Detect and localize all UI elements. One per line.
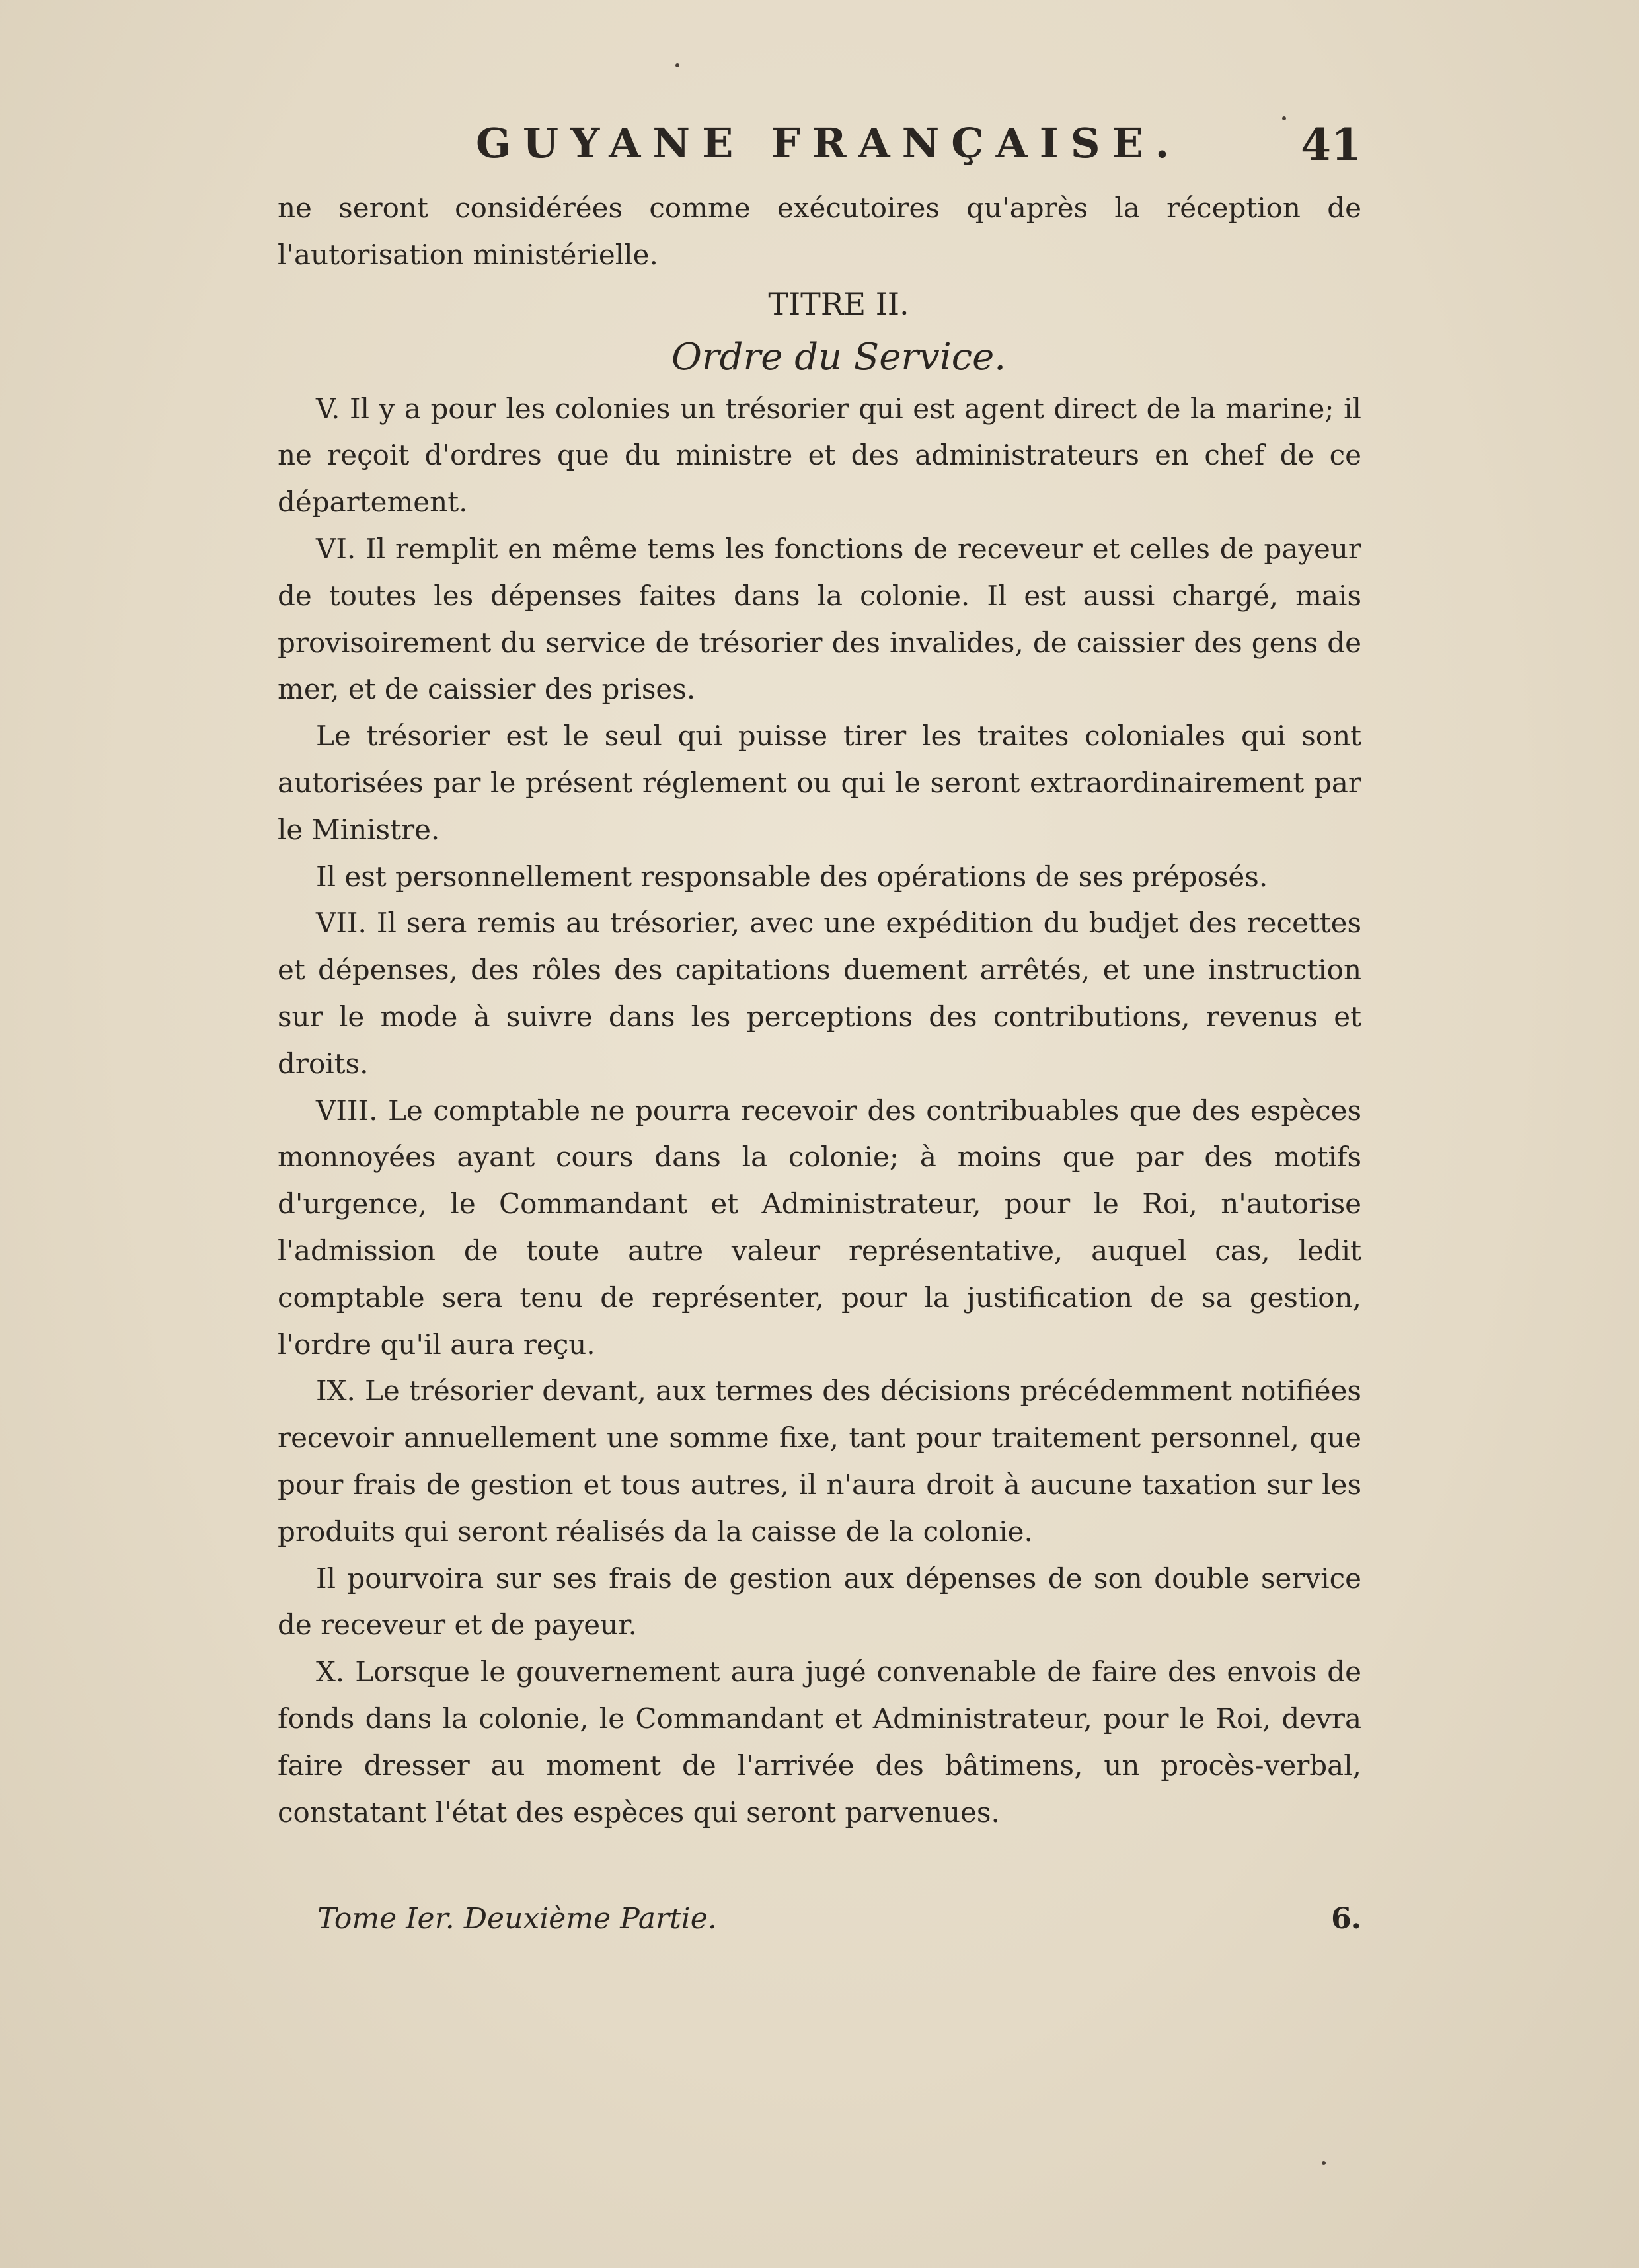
paragraph: VI. Il remplit en même tems les fonctions de receveur et celles de payeur de toutes les dépenses faites dans la colonie. Il est aussi chargé, mais provisoirement du service de trésorier des invalides, de caissier des gens de mer, et de caissier des prises. [278,532,1361,706]
paragraph: IX. Le trésorier devant, aux termes des décisions précédemment notifiées recevoir annuellement une somme fixe, tant pour traitement personnel, que pour frais de gestion et tous autres, il n'aura droit à aucune taxation sur les produits qui seront réalisés da la caisse de la colonie. [278,1375,1361,1548]
paper-speck [1282,116,1286,120]
paragraph: VII. Il sera remis au trésorier, avec une expédition du budjet des recettes et dépenses, des rôles des capitations duement arrêtés, et une instruction sur le mode à suivre dans les perceptions des contributions, revenus et droits. [278,907,1361,1080]
paragraph: ne seront considérées comme exécutoires qu'après la réception de l'autorisation ministérielle. [278,192,1361,271]
page-number: 41 [1301,119,1361,170]
paper-speck [1322,2161,1326,2165]
paragraph: Le trésorier est le seul qui puisse tirer les traites coloniales qui sont autorisées par le présent réglement ou qui le seront extraordinairement par le Ministre. [278,720,1361,846]
running-title: GUYANE FRANÇAISE. [476,119,1182,167]
signature-number: 6. [1331,1902,1361,1936]
section-title: TITRE II. [768,285,909,322]
paragraph: V. Il y a pour les colonies un trésorier qui est agent direct de la marine; il ne reçoit d'ordres que du ministre et des administrateurs en chef de ce département. [278,392,1361,519]
paragraph: Il pourvoira sur ses frais de gestion aux dépenses de son double service de receveur et de payeur. [278,1562,1361,1642]
page-footer [317,1902,1361,1936]
paragraph: Il est personnellement responsable des opérations de ses préposés. [316,860,1268,893]
paper-speck [675,63,679,67]
body-text [278,185,1361,1836]
page-header [278,119,1361,192]
paragraph: VIII. Le comptable ne pourra recevoir des contribuables que des espèces monnoyées ayant cours dans la colonie; à moins que par des motifs d'urgence, le Commandant et Administrateur, pour le Roi, n'autorise l'admission de toute autre valeur représentative, auquel cas, ledit comptable sera tenu de représenter, pour la justification de sa gestion, l'ordre qu'il aura reçu. [278,1094,1361,1361]
paragraph: X. Lorsque le gouvernement aura jugé convenable de faire des envois de fonds dans la colonie, le Commandant et Administrateur, pour le Roi, devra faire dresser au moment de l'arrivée des bâtimens, un procès-verbal, constatant l'état des espèces qui seront parvenues. [278,1655,1361,1829]
section-subtitle: Ordre du Service. [671,335,1007,379]
printer-signature: Tome Ier. Deuxième Partie. [317,1902,717,1936]
